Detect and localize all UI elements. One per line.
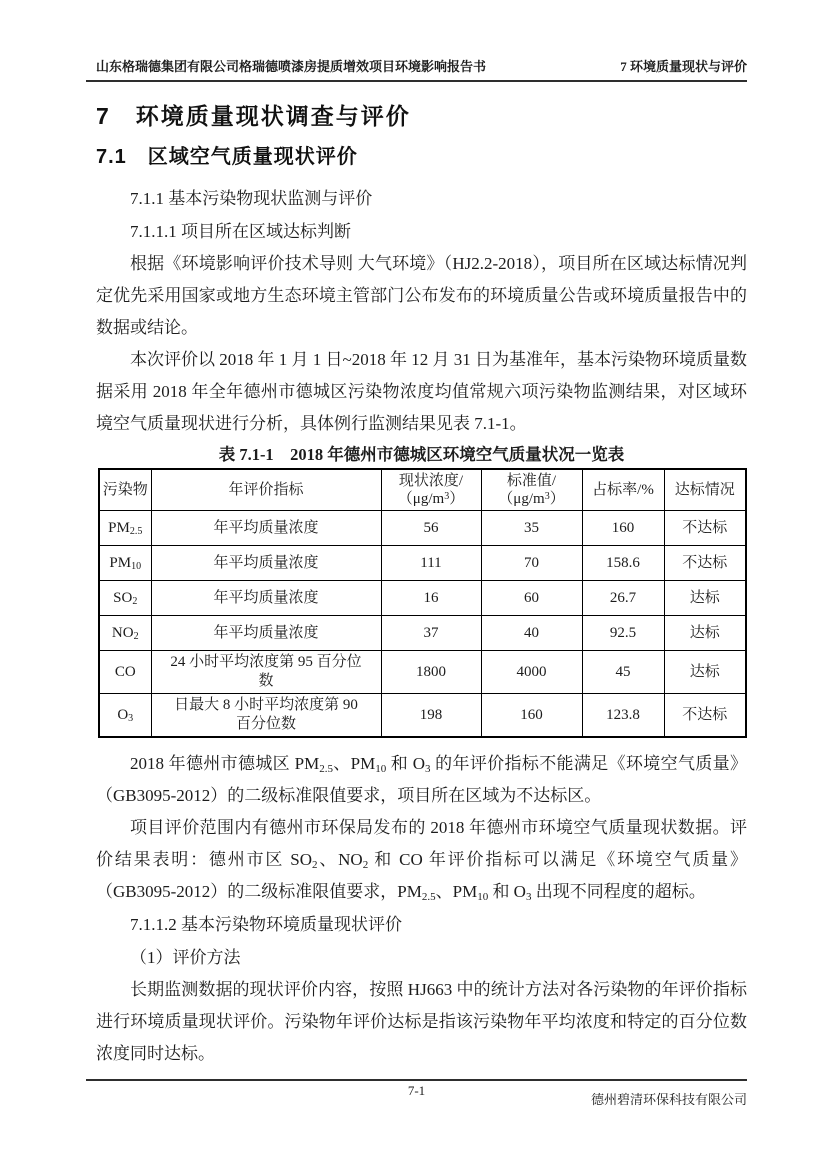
column-header-compliance: 达标情况 [664, 469, 746, 511]
table-cell: 年平均质量浓度 [151, 616, 381, 651]
table-cell: 45 [582, 651, 664, 694]
table-cell: 60 [481, 581, 582, 616]
paragraph-1: 根据《环境影响评价技术导则 大气环境》（HJ2.2-2018），项目所在区域达标情况判定优先采用国家或地方生态环境主管部门公布发布的环境质量公告或环境质量报告中的数据或结论。 [96, 254, 747, 337]
table-cell: 达标 [664, 581, 746, 616]
table-cell: 35 [481, 511, 582, 546]
table-cell: 1800 [381, 651, 481, 694]
page-number: 7-1 [407, 1083, 426, 1098]
table-cell: $SO_2$ [99, 581, 151, 616]
table-cell: 年平均质量浓度 [151, 546, 381, 581]
air-quality-table [98, 468, 747, 738]
list-item-heading-1: （1）评价方法 [130, 948, 241, 967]
section-heading: 7.1 区域空气质量现状评价 [96, 146, 358, 168]
table-cell: 92.5 [582, 616, 664, 651]
paragraph-2: 本次评价以 2018 年 1 月 1 日~2018 年 12 月 31 日为基准年，基本污染物环境质量数据采用 2018 年全年德州市德城区污染物浓度均值常规六项污染物监测结果，对区域环境空气质量现状进行分析，具体例行监测结果见表 7.1-1。 [96, 350, 747, 433]
table-cell: 日最大 8 小时平均浓度第 90 百分位数 [151, 694, 381, 738]
running-footer [86, 1079, 747, 1107]
table-cell: $PM_{2.5}$ [99, 511, 151, 546]
subsection-heading-7111: 7.1.1.1 项目所在区域达标判断 [130, 222, 351, 241]
subsection-heading-7112: 7.1.1.2 基本污染物环境质量现状评价 [130, 915, 402, 934]
chapter-heading: 7 环境质量现状调查与评价 [96, 103, 411, 129]
spacer [96, 738, 747, 748]
table-cell: 123.8 [582, 694, 664, 738]
footer-company-name: 德州碧清环保科技有限公司 [590, 1092, 747, 1107]
table-cell: 70 [481, 546, 582, 581]
table-cell: 16 [381, 581, 481, 616]
table-cell: 不达标 [664, 511, 746, 546]
table-row-co [99, 651, 746, 694]
column-header-ratio: 占标率/% [582, 469, 664, 511]
table-row-pm10 [99, 546, 746, 581]
table-cell: 不达标 [664, 694, 746, 738]
table-cell: $O_3$ [99, 694, 151, 738]
page-content [96, 101, 747, 1070]
table-cell: CO [99, 651, 151, 694]
table-row-pm25 [99, 511, 746, 546]
table-row-o3 [99, 694, 746, 738]
table-cell: 达标 [664, 651, 746, 694]
paragraph-3: 2018 年德州市德城区 $PM_{2.5}$、$PM_{10}$ 和 $O_3$ 的年评价指标不能满足《环境空气质量》（GB3095-2012）的二级标准限值要求，项目所在区域为不达标区。 [96, 754, 748, 805]
header-report-title: 山东格瑞德集团有限公司格瑞德喷漆房提质增效项目环境影响报告书 [96, 59, 487, 74]
table-cell: 158.6 [582, 546, 664, 581]
table-cell: 40 [481, 616, 582, 651]
table-cell: 24 小时平均浓度第 95 百分位 数 [151, 651, 381, 694]
table-cell: 160 [481, 694, 582, 738]
table-cell: $PM_{10}$ [99, 546, 151, 581]
column-header-indicator: 年评价指标 [151, 469, 381, 511]
table-header-row [99, 469, 746, 511]
paragraph-5: 长期监测数据的现状评价内容，按照 HJ663 中的统计方法对各污染物的年评价指标进行环境质量现状评价。污染物年评价达标是指该污染物年平均浓度和特定的百分位数浓度同时达标。 [96, 980, 747, 1063]
table-cell: 26.7 [582, 581, 664, 616]
table-cell: 不达标 [664, 546, 746, 581]
column-header-current-concentration: 现状浓度/ $(\mu g/m^3)$ [381, 469, 481, 511]
subsection-heading-711: 7.1.1 基本污染物现状监测与评价 [130, 189, 373, 208]
table-cell: 年平均质量浓度 [151, 511, 381, 546]
running-header [86, 56, 747, 82]
table-cell: 160 [582, 511, 664, 546]
column-header-pollutant: 污染物 [99, 469, 151, 511]
table-caption: 表 7.1-1 2018 年德州市德城区环境空气质量状况一览表 [218, 445, 625, 464]
header-chapter-title: 7 环境质量现状与评价 [620, 59, 747, 74]
table-cell: 198 [381, 694, 481, 738]
table-cell: 37 [381, 616, 481, 651]
table-cell: $NO_2$ [99, 616, 151, 651]
table-cell: 年平均质量浓度 [151, 581, 381, 616]
table-cell: 56 [381, 511, 481, 546]
table-row-so2 [99, 581, 746, 616]
table-cell: 达标 [664, 616, 746, 651]
table-cell: 111 [381, 546, 481, 581]
column-header-standard-value: 标准值/ $(\mu g/m^3)$ [481, 469, 582, 511]
paragraph-4: 项目评价范围内有德州市环保局发布的 2018 年德州市环境空气质量现状数据。评价结果表明：德州市区 $SO_2$、$NO_2$ 和 CO 年评价指标可以满足《环境空气质量》（GB3095-2012）的二级标准限值要求，$PM_{2.5}$、$PM_{10}$ 和 $O_3$ 出现不同程度的超标。 [96, 818, 747, 903]
table-row-no2 [99, 616, 746, 651]
table-cell: 4000 [481, 651, 582, 694]
